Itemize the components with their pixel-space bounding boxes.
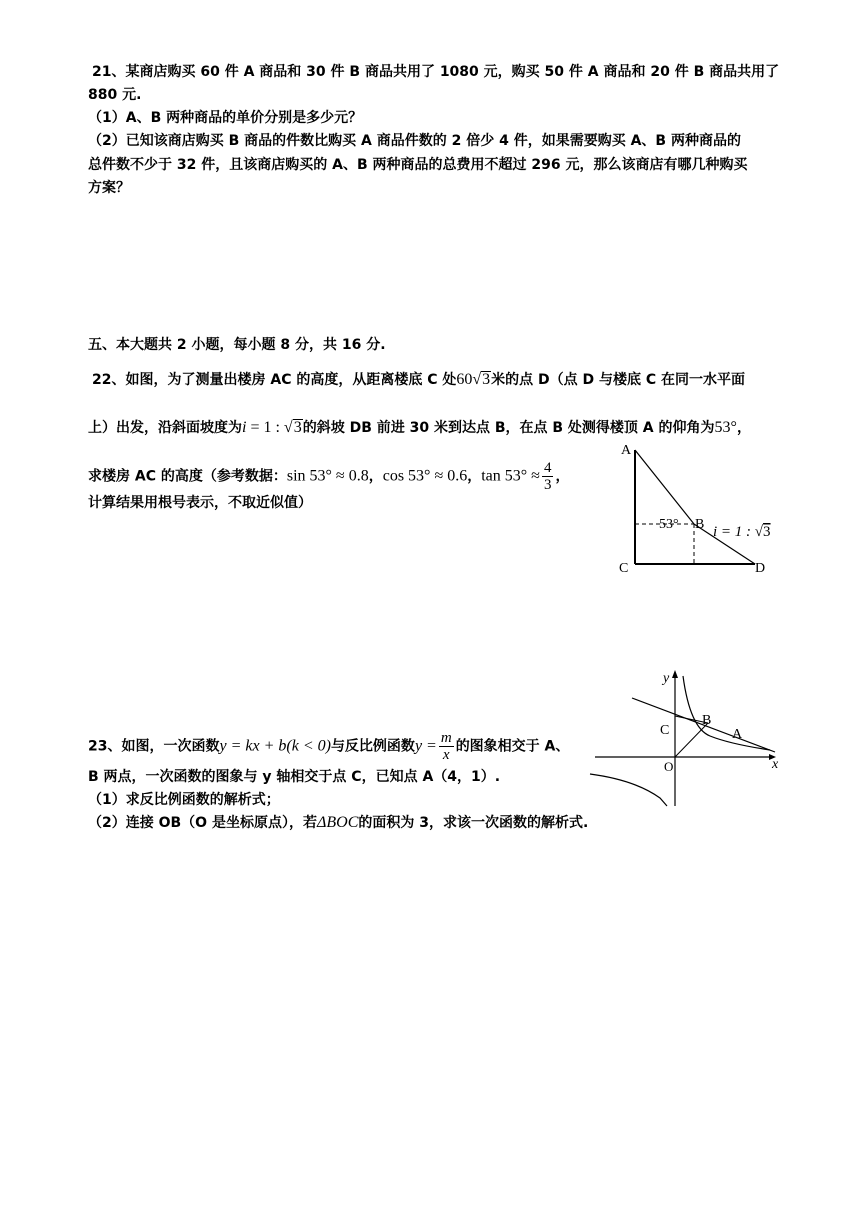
label-y: y xyxy=(663,671,670,686)
q22-line1 xyxy=(92,370,745,390)
q23-text-a2: 与反比例函数 xyxy=(330,738,415,755)
label-b: B xyxy=(702,713,712,728)
q23-part2: （2）连接 OB（O 是坐标原点），若ΔBOC的面积为 3，求该一次函数的解析式. xyxy=(88,814,589,831)
q23-inverse-fraction: $\frac{m}{x}$ xyxy=(440,730,452,763)
q22-text-a2: 米的点 D（点 D 与楼底 C 在同一水平面 xyxy=(491,372,746,388)
q23-line2: B 两点，一次函数的图象与 y 轴相交于点 C，已知点 A（4，1）. xyxy=(88,769,501,785)
label-c: C xyxy=(619,561,629,576)
q22-figure xyxy=(605,440,805,585)
q21-part2-line1: （2）已知该商店购买 B 商品的件数比购买 A 商品件数的 2 倍少 4 件，如果需要购买 A、B 两种商品的 xyxy=(88,133,741,149)
q22-line4: 计算结果用根号表示，不取近似值） xyxy=(88,495,312,511)
line-ab xyxy=(635,450,694,524)
q22-line3: 求楼房 AC 的高度（参考数据：sin 53° ≈ 0.8，cos 53° ≈ 0.6，tan 53° ≈ $\frac{4}{3}$ ， xyxy=(88,460,570,493)
q22-tan-fraction: $\frac{4}{3}$ xyxy=(543,460,552,493)
angle-label: 53° xyxy=(659,517,679,532)
section5-heading: 五、本大题共 2 小题，每小题 8 分，共 16 分. xyxy=(88,337,386,353)
label-o: O xyxy=(664,759,674,774)
q22-text-b1: 上）出发，沿斜面坡度为 xyxy=(88,420,242,436)
hyperbola-q3 xyxy=(590,774,667,806)
hyperbola-q1 xyxy=(683,676,770,750)
q23-triangle: ΔBOC xyxy=(316,814,359,831)
label-c: C xyxy=(660,723,670,738)
q22-angle: 53° xyxy=(714,419,737,436)
q21-line1: 21、某商店购买 60 件 A 商品和 30 件 B 商品共用了 1080 元，购买 50 件 A 商品和 20 件 B 商品共用了 xyxy=(92,64,780,80)
q21-part1: （1）A、B 两种商品的单价分别是多少元？ xyxy=(88,110,363,126)
q23-linear-function: y = kx + b(k < 0) xyxy=(219,737,331,755)
q23-inverse-lhs: y = xyxy=(414,737,437,755)
q22-tan: tan 53° ≈ xyxy=(481,467,540,485)
q22-slope: i = 1 : √3 xyxy=(242,419,302,436)
q22-sin: sin 53° ≈ 0.8 xyxy=(286,467,369,485)
q21-part2-line3: 方案？ xyxy=(88,180,130,196)
q21-part2-line2: 总件数不少于 32 件，且该商店购买的 A、B 两种商品的总费用不超过 296 元，那么该商店有哪几种购买 xyxy=(88,157,748,173)
label-b: B xyxy=(695,517,705,532)
q22-text-c1: 求楼房 AC 的高度（参考数据： xyxy=(88,468,287,485)
label-d: D xyxy=(755,561,766,576)
q23-text-a3: 的图象相交于 A、 xyxy=(455,738,570,755)
q23-text-a1: 23、如图，一次函数 xyxy=(88,738,220,755)
label-a: A xyxy=(621,443,632,458)
label-x: x xyxy=(772,757,779,772)
q22-text-a1: 22、如图，为了测量出楼房 AC 的高度，从距离楼底 C 处 xyxy=(92,372,457,388)
q23-line1 xyxy=(88,730,569,763)
q23-figure xyxy=(590,668,790,808)
slope-label: i = 1 : √3 xyxy=(713,524,771,540)
y-axis-arrow xyxy=(672,670,678,678)
segment-ob xyxy=(675,723,708,757)
q22-text-b2: 的斜坡 DB 前进 30 米到达点 B，在点 B 处测得楼顶 A 的仰角为 xyxy=(302,420,715,436)
q22-line2: 上）出发，沿斜面坡度为i = 1 : √3的斜坡 DB 前进 30 米到达点 B，在点 B 处测得楼顶 A 的仰角为53°， xyxy=(88,419,751,436)
label-a: A xyxy=(732,727,743,742)
q22-distance: 60√3 xyxy=(456,371,491,388)
q22-cos: cos 53° ≈ 0.6 xyxy=(382,467,468,485)
q23-part1: （1）求反比例函数的解析式； xyxy=(88,792,280,808)
q21-line2: 880 元. xyxy=(88,87,142,103)
